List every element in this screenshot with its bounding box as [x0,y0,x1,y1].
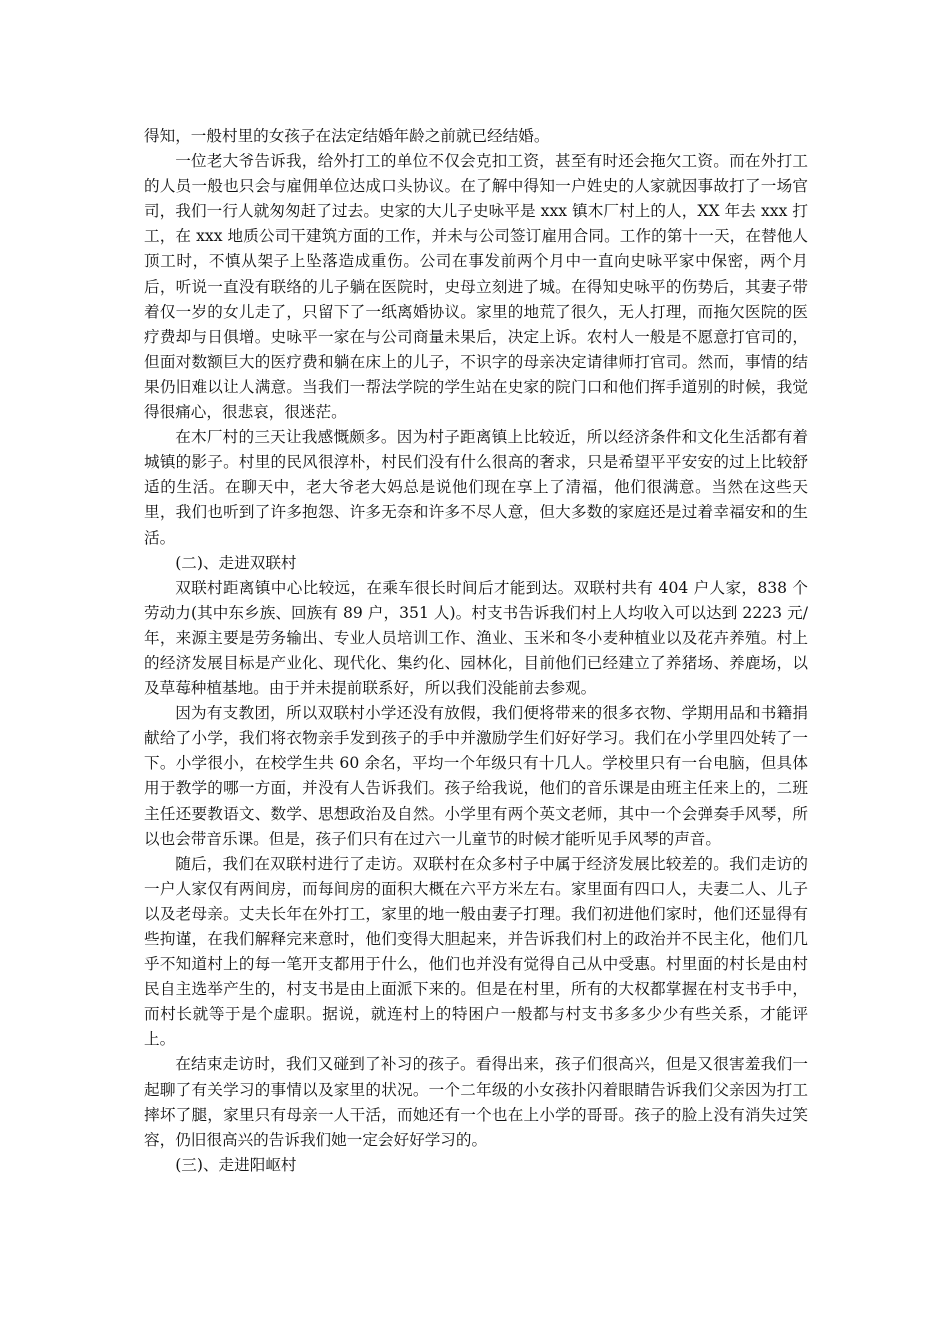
paragraph-continued: 得知，一般村里的女孩子在法定结婚年龄之前就已经结婚。 [144,127,550,145]
paragraph-shuanglian-overview: 双联村距离镇中心比较远，在乘车很长时间后才能到达。双联村共有 404 户人家，838 个劳动力(其中东乡族、回族有 89 户，351 人)。村支书告诉我们村上人均收入可以达到 2223 元/年，来源主要是劳务输出、专业人员培训工作、渔业、玉米和冬小麦种植业以及花卉养殖。村上的经济发展目标是产业化、现代化、集约化、园林化，目前他们已经建立了养猪场、养鹿场，以及草莓种植基地。由于并未提前联系好，所以我们没能前去参观。 [144,578,808,698]
section-heading-shuanglian: (二)、走进双联村 [175,553,297,572]
paragraph-village-visit: 随后，我们在双联村进行了走访。双联村在众多村子中属于经济发展比较差的。我们走访的一户人家仅有两间房，而每间房的面积大概在六平方米左右。家里面有四口人，夫妻二人、儿子以及老母亲。丈夫长年在外打工，家里的地一般由妻子打理。我们初进他们家时，他们还显得有些拘谨，在我们解释完来意时，他们变得大胆起来，并告诉我们村上的政治并不民主化，他们几乎不知道村上的每一笔开支都用于什么，他们也并没有觉得自己从中受惠。村里面的村长是由村民自主选举产生的，村支书是由上面派下来的。但是在村里，所有的大权都掌握在村支书手中，而村长就等于是个虚职。据说，就连村上的特困户一般都与村支书多多少少有些关系，才能评上。 [144,854,808,1049]
paragraph-primary-school: 因为有支教团，所以双联村小学还没有放假，我们便将带来的很多衣物、学期用品和书籍捐献给了小学，我们将衣物亲手发到孩子的手中并激励学生们好好学习。我们在小学里四处转了一下。小学很小，在校学生共 60 余名，平均一个年级只有十几人。学校里只有一台电脑，但具体用于教学的哪一方面，并没有人告诉我们。孩子给我说，他们的音乐课是由班主任来上的，二班主任还要教语文、数学、思想政治及自然。小学里有两个英文老师，其中一个会弹奏手风琴，所以也会带音乐课。但是，孩子们只有在过六一儿童节的时候才能听见手风琴的声音。 [144,704,808,848]
paragraph-muchang-reflection: 在木厂村的三天让我感慨颇多。因为村子距离镇上比较近，所以经济条件和文化生活都有着城镇的影子。村里的民风很淳朴，村民们没有什么很高的奢求，只是希望平平安安的过上比较舒适的生活。在聊天中，老大爷老大妈总是说他们现在享上了清福，他们很满意。当然在这些天里，我们也听到了许多抱怨、许多无奈和许多不尽人意，但大多数的家庭还是过着幸福安和的生活。 [144,428,808,547]
paragraph-lawsuit-story: 一位老大爷告诉我，给外打工的单位不仅会克扣工资，甚至有时还会拖欠工资。而在外打工的人员一般也只会与雇佣单位达成口头协议。在了解中得知一户姓史的人家就因事故打了一场官司，我们一行人就匆匆赶了过去。史家的大儿子史咏平是 xxx 镇木厂村上的人，XX 年去 xxx 打工，在 xxx 地质公司干建筑方面的工作，并未与公司签订雇用合同。工作的第十一天，在替他人顶工时，不慎从架子上坠落造成重伤。公司在事发前两个月中一直向史咏平家中保密，两个月后，听说一直没有联络的儿子躺在医院时，史母立刻进了城。在得知史咏平的伤势后，其妻子带着仅一岁的女儿走了，只留下了一纸离婚协议。家里的地荒了很久，无人打理，而拖欠医院的医疗费却与日俱增。史咏平一家在与公司商量未果后，决定上诉。农村人一般是不愿意打官司的，但面对数额巨大的医疗费和躺在床上的儿子，不识字的母亲决定请律师打官司。然而，事情的结果仍旧难以让人满意。当我们一帮法学院的学生站在史家的院门口和他们挥手道别的时候，我觉得很痛心，很悲哀，很迷茫。 [144,152,808,422]
section-heading-yangqu: (三)、走进阳岖村 [175,1155,297,1174]
document-page [144,124,808,1178]
paragraph-children: 在结束走访时，我们又碰到了补习的孩子。看得出来，孩子们很高兴，但是又很害羞我们一起聊了有关学习的事情以及家里的状况。一个二年级的小女孩扑闪着眼睛告诉我们父亲因为打工摔坏了腿，家里只有母亲一人干活，而她还有一个也在上小学的哥哥。孩子的脸上没有消失过笑容，仍旧很高兴的告诉我们她一定会好好学习的。 [144,1055,808,1149]
